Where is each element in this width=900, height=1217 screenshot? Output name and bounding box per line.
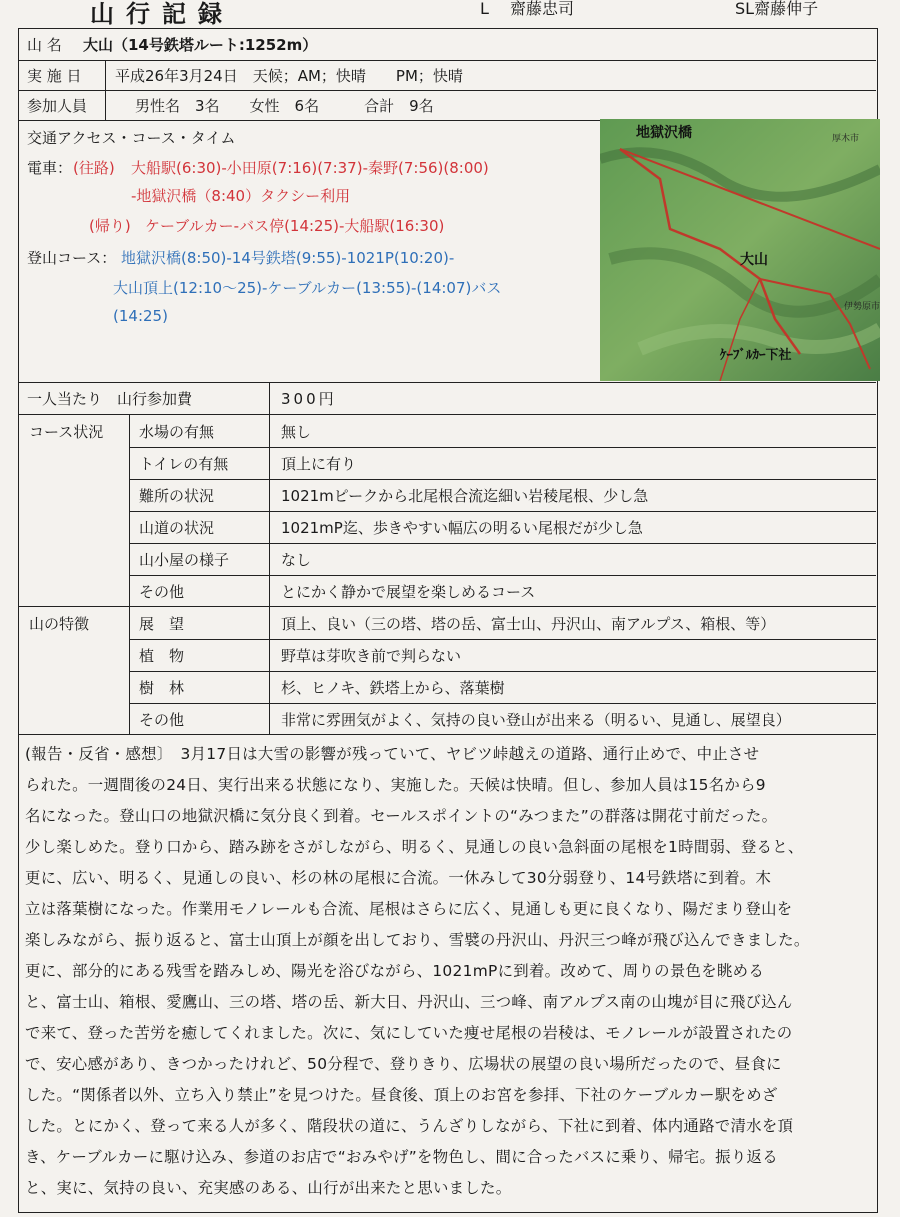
row-divider [129, 639, 876, 640]
map-label-summit: 大山 [740, 252, 768, 268]
feature-item-value: 杉、ヒノキ、鉄塔上から、落葉樹 [281, 679, 505, 697]
report-line: した。“関係者以外、立ち入り禁止”を見つけた。昼食後、頂上のお宮を参拝、下社のケーブルカー駅をめざ [25, 1086, 778, 1104]
course-status-item-label: 水場の有無 [139, 423, 215, 441]
page-title: 山行記録 [90, 0, 234, 28]
report-line: した。とにかく、登って来る人が多く、階段状の道に、うんざりしながら、下社に到着、体内通路で清水を頂 [25, 1117, 794, 1135]
divider [105, 91, 106, 120]
feature-item-label: その他 [139, 711, 185, 729]
row-divider [129, 447, 876, 448]
features-label: 山の特徴 [29, 615, 90, 633]
report-line: 少し楽しめた。登り口から、踏み跡をさがしながら、明るく、見通しの良い急斜面の尾根を1時間弱、登ると、 [25, 838, 804, 856]
course-status-item-label: その他 [139, 583, 185, 601]
course-line1: 地獄沢橋(8:50)-14号鉄塔(9:55)-1021P(10:20)- [121, 249, 455, 267]
map-label-cable: ｹｰﾌﾞﾙｶｰ下社 [720, 348, 792, 363]
report-line: と、富士山、箱根、愛鷹山、三の塔、塔の岳、新大日、丹沢山、三つ峰、南アルプス南の山塊が目に飛び込ん [25, 993, 793, 1011]
report-line: 名になった。登山口の地獄沢橋に気分良く到着。セールスポイントの“みつまた”の群落は開花寸前だった。 [25, 807, 778, 825]
course-status-item-label: トイレの有無 [139, 455, 229, 473]
course-status-item-value: なし [281, 551, 312, 569]
row-divider [129, 511, 876, 512]
outbound-label: (往路) [73, 159, 115, 177]
subleader-name: SL齋藤伸子 [735, 0, 819, 18]
return-line: ケーブルカー-バス停(14:25)-大船駅(16:30) [145, 217, 445, 235]
report-line: 楽しみながら、振り返ると、富士山頂上が顔を出しており、雪襞の丹沢山、丹沢三つ峰が飛び込んできました。 [25, 931, 810, 949]
train-label: 電車： [27, 159, 73, 177]
date-label: 実 施 日 [27, 67, 82, 85]
mountain-value: 大山（14号鉄塔ルート:1252m） [83, 36, 318, 54]
participants-label: 参加人員 [27, 97, 88, 115]
report-body [25, 739, 870, 1204]
fee-value: 300円 [281, 390, 337, 408]
feature-item-label: 植 物 [139, 647, 185, 665]
row-divider [129, 671, 876, 672]
return-label: (帰り) [89, 217, 131, 235]
route-map [600, 119, 880, 381]
row-divider [129, 543, 876, 544]
outbound-line1: 大船駅(6:30)-小田原(7:16)(7:37)-秦野(7:56)(8:00) [131, 159, 489, 177]
course-status-group [19, 415, 876, 607]
participants-row [19, 91, 876, 121]
course-status-item-label: 山小屋の様子 [139, 551, 230, 569]
course-line3: (14:25) [113, 307, 168, 325]
features-group [19, 607, 876, 735]
course-status-item-value: とにかく静かで展望を楽しめるコース [281, 583, 536, 601]
report-line: で来て、登った苦労を癒してくれました。次に、気にしていた痩せ尾根の岩稜は、モノレールが設置されたの [25, 1024, 793, 1042]
feature-item-label: 樹 林 [139, 679, 185, 697]
row-divider [129, 479, 876, 480]
report-line: 更に、広い、明るく、見通しの良い、杉の林の尾根に合流。一休みして30分弱登り、14号鉄塔に到着。木 [25, 869, 772, 887]
feature-item-value: 頂上、良い（三の塔、塔の岳、富士山、丹沢山、南アルプス、箱根、等） [281, 615, 776, 633]
map-label-start: 地獄沢橋 [636, 125, 692, 141]
report-line: (報告・反省・感想〕 3月17日は大雪の影響が残っていて、ヤビツ峠越えの道路、通行止めで、中止させ [25, 745, 760, 763]
outbound-line2: -地獄沢橋（8:40）タクシー利用 [131, 187, 351, 205]
fee-label: 一人当たり 山行参加費 [27, 390, 193, 408]
report-line: き、ケーブルカーに駆け込み、参道のお店で“おみやげ”を物色し、間に合ったバスに乗り、帰宅。振り返る [25, 1148, 778, 1166]
participants-value: 男性名 3名 女性 6名 合計 9名 [135, 97, 434, 115]
report-line: と、実に、気持の良い、充実感のある、山行が出来たと思いました。 [25, 1179, 512, 1197]
divider [269, 383, 270, 414]
record-form [18, 28, 878, 1213]
course-status-item-value: 1021mP迄、歩きやすい幅広の明るい尾根だが少し急 [281, 519, 643, 537]
report-line: られた。一週間後の24日、実行出来る状態になり、実施した。天候は快晴。但し、参加人員は15名から9 [25, 776, 766, 794]
leader-name: L 齋藤忠司 [480, 0, 575, 18]
feature-item-value: 野草は芽吹き前で判らない [281, 647, 462, 665]
course-status-item-value: 1021mピークから北尾根合流迄細い岩稜尾根、少し急 [281, 487, 649, 505]
report-line: で、安心感があり、きつかったけれど、50分程で、登りきり、広場状の展望の良い場所だったので、昼食に [25, 1055, 782, 1073]
feature-item-label: 展 望 [139, 615, 185, 633]
course-status-item-label: 山道の状況 [139, 519, 215, 537]
access-heading: 交通アクセス・コース・タイム [27, 129, 236, 147]
row-divider [129, 703, 876, 704]
course-status-item-value: 頂上に有り [281, 455, 357, 473]
course-status-item-value: 無し [281, 423, 312, 441]
course-label: 登山コース： [27, 249, 117, 267]
page-header [0, 0, 900, 28]
map-label-atsugi: 厚木市 [832, 134, 860, 144]
report-line: 更に、部分的にある残雪を踏みしめ、陽光を浴びながら、1021mPに到着。改めて、周りの景色を眺める [25, 962, 765, 980]
date-row [19, 61, 876, 91]
fee-row [19, 383, 876, 415]
mountain-label: 山 名 [27, 36, 62, 54]
course-status-item-label: 難所の状況 [139, 487, 215, 505]
row-divider [129, 575, 876, 576]
report-line: 立は落葉樹になった。作業用モノレールも合流、尾根はさらに広く、見通しも更に良くなり、陽だまり登山を [25, 900, 793, 918]
feature-item-value: 非常に雰囲気がよく、気持の良い登山が出来る（明るい、見通し、展望良） [281, 711, 791, 729]
route-map-graphic [600, 119, 880, 381]
course-line2: 大山頂上(12:10～25)-ケーブルカー(13:55)-(14:07)バス [113, 279, 502, 297]
mountain-row [19, 29, 876, 61]
date-value: 平成26年3月24日 天候；AM；快晴 PM；快晴 [115, 67, 463, 85]
map-label-isehara: 伊勢原市 [844, 302, 880, 312]
divider [105, 61, 106, 90]
course-status-label: コース状況 [29, 423, 104, 441]
